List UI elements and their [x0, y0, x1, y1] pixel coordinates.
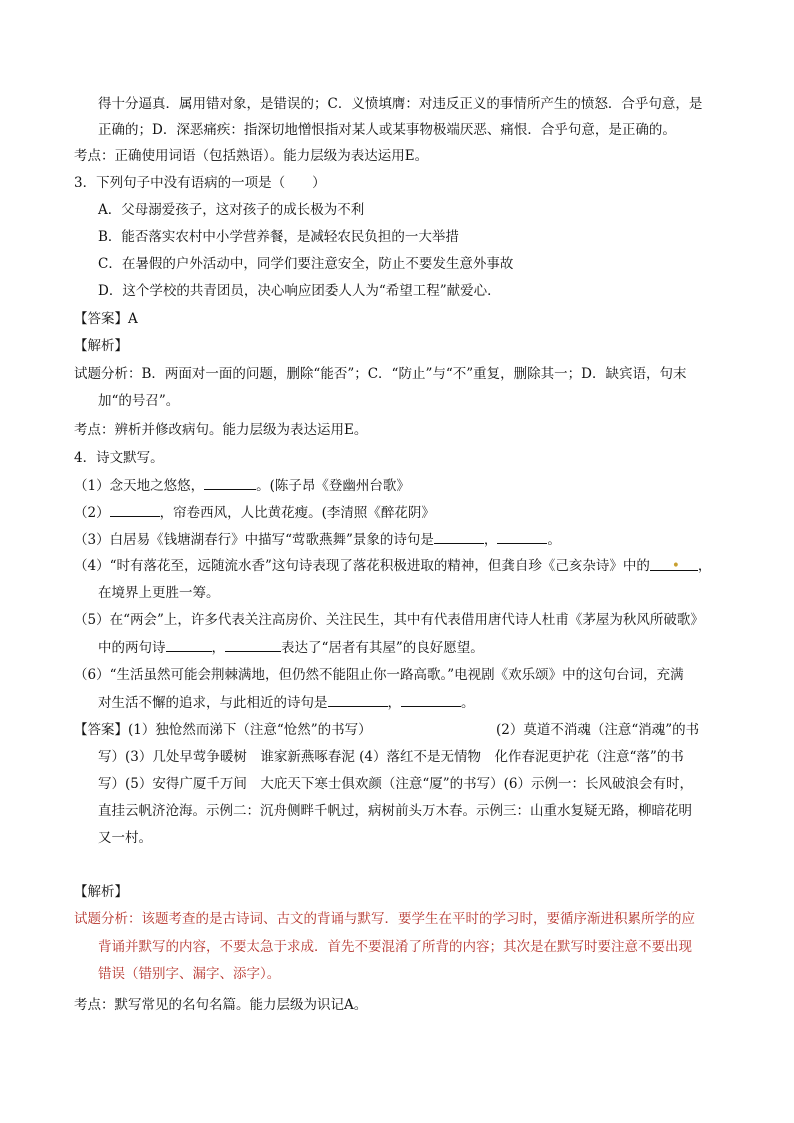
- q4-item-4-text: （4）“时有落花至，远随流水香”这句诗表现了落花积极进取的精神，但龚自珍《己亥杂诗》中的: [74, 558, 650, 574]
- answer-blank: [401, 691, 461, 707]
- q4-item-1: [74, 474, 410, 496]
- q4-stem: 4．诗文默写。: [74, 450, 164, 466]
- answer-blank: [650, 555, 698, 574]
- q4-answer-line-1a: 【答案】(1）独怆然而涕下（注意“怆然”的书写）: [74, 722, 372, 738]
- q4-answer-line-2: 写）(3）几处早莺争暖树 谁家新燕啄春泥 (4）落红不是无情物 化作春泥更护花（注意“落”的书: [98, 749, 684, 765]
- q4-item-5-line-1: （5）在“两会”上，许多代表关注高房价、关注民生，其中有代表借用唐代诗人杜甫《茅屋为秋风所破歌》: [74, 612, 704, 628]
- q4-item-6-sep: ，: [387, 695, 401, 711]
- q4-item-2: [74, 501, 435, 523]
- q4-item-4-line-2: 在境界上更胜一筹。: [98, 585, 220, 601]
- q2-tail-line-2: 正确的；D．深恶痛疾：指深切地憎恨指对某人或某事物极端厌恶、痛恨．合乎句意，是正确的。: [98, 122, 676, 138]
- mark-dot: •: [671, 558, 680, 574]
- q3-option-d: D．这个学校的共青团员，决心响应团委人人为“希望工程”献爱心．: [98, 283, 501, 299]
- answer-blank: [204, 474, 256, 490]
- q4-item-6-text: 对生活不懈的追求，与此相近的诗句是: [98, 695, 328, 711]
- q4-item-3-text: （3）白居易《钱塘湖春行》中描写“莺歌燕舞”景象的诗句是: [74, 532, 434, 548]
- answer-blank: [166, 636, 212, 652]
- q3-stem: 3．下列句子中没有语病的一项是（ ）: [74, 175, 326, 191]
- q4-item-3-end: 。: [547, 532, 561, 548]
- q4-answer-line-5: 又一村。: [98, 830, 152, 846]
- q3-analysis-label: 【解析】: [74, 338, 128, 354]
- q3-analysis-line-1: 试题分析：B．两面对一面的问题，删除“能否”；C．“防止”与“不”重复，删除其一；D．缺宾语，句末: [74, 366, 687, 382]
- q4-item-6-line-1: （6）“生活虽然可能会荆棘满地，但仍然不能阻止你一路高歌。”电视剧《欢乐颂》中的这句台词，充满: [74, 667, 684, 683]
- q4-item-5-end: 表达了“居者有其屋”的良好愿望。: [281, 640, 484, 656]
- q3-kaodian: 考点：辨析并修改病句。能力层级为表达运用E。: [74, 422, 368, 438]
- q3-option-c: C．在暑假的户外活动中，同学们要注意安全，防止不要发生意外事故: [98, 256, 514, 272]
- q4-item-2-text: ，帘卷西风，人比黄花瘦。(李清照《醉花阴》: [159, 505, 435, 521]
- q4-item-5-line-2: [98, 636, 484, 658]
- q4-answer-line-1b: (2）莫道不消魂（注意“消魂”的书: [496, 722, 700, 738]
- q4-item-5-text: 中的两句诗: [98, 640, 166, 656]
- q4-analysis-line-3: 错误（错别字、漏字、添字）。: [98, 966, 281, 982]
- q4-item-5-sep: ，: [211, 640, 225, 656]
- q4-analysis-line-1: 试题分析：该题考查的是古诗词、古文的背诵与默写．要学生在平时的学习时，要循序渐进积累所学的应: [74, 911, 695, 927]
- answer-blank: [110, 501, 160, 517]
- q4-item-1-source: 。(陈子昂《登幽州台歌》: [256, 478, 410, 494]
- q2-tail-line-1: 得十分逼真．属用错对象，是错误的；C．义愤填膺：对违反正义的事情所产生的愤怒．合乎句意，是: [98, 96, 703, 112]
- q4-item-6-line-2: [98, 691, 475, 713]
- q4-answer-line-3: 写）(5）安得广厦千万间 大庇天下寒士俱欢颜（注意“厦”的书写）(6）示例一：长风破浪会有时，: [98, 776, 694, 792]
- q3-answer: 【答案】A: [74, 311, 138, 327]
- q4-item-4-line-1: [74, 555, 711, 577]
- answer-blank: [434, 528, 484, 544]
- q4-kaodian: 考点：默写常见的名句名篇。能力层级为识记A。: [74, 997, 368, 1013]
- q2-kaodian: 考点：正确使用词语（包括熟语）。能力层级为表达运用E。: [74, 148, 429, 164]
- q4-item-3-sep: ，: [483, 532, 498, 548]
- answer-blank: [328, 691, 388, 707]
- q4-item-2-num: （2）: [74, 505, 110, 521]
- q4-item-4-end: ，: [697, 558, 712, 574]
- q4-item-3: [74, 528, 561, 550]
- q4-item-1-text: （1）念天地之悠悠，: [74, 478, 205, 494]
- q3-option-b: B．能否落实农村中小学营养餐，是减轻农民负担的一大举措: [98, 229, 459, 245]
- q3-option-a: A．父母溺爱孩子，这对孩子的成长极为不利: [98, 202, 365, 218]
- answer-blank: [497, 528, 547, 544]
- q4-answer-line-4: 直挂云帆济沧海。示例二：沉舟侧畔千帆过，病树前头万木春。示例三：山重水复疑无路，柳暗花明: [98, 803, 692, 819]
- q4-item-6-end: 。: [461, 695, 475, 711]
- q4-analysis-line-2: 背诵并默写的内容，不要太急于求成．首先不要混淆了所背的内容；其次是在默写时要注意不要出现: [98, 939, 692, 955]
- q4-analysis-label: 【解析】: [74, 884, 128, 900]
- answer-blank: [225, 636, 281, 652]
- q3-analysis-line-2: 加“的号召”。: [98, 393, 180, 409]
